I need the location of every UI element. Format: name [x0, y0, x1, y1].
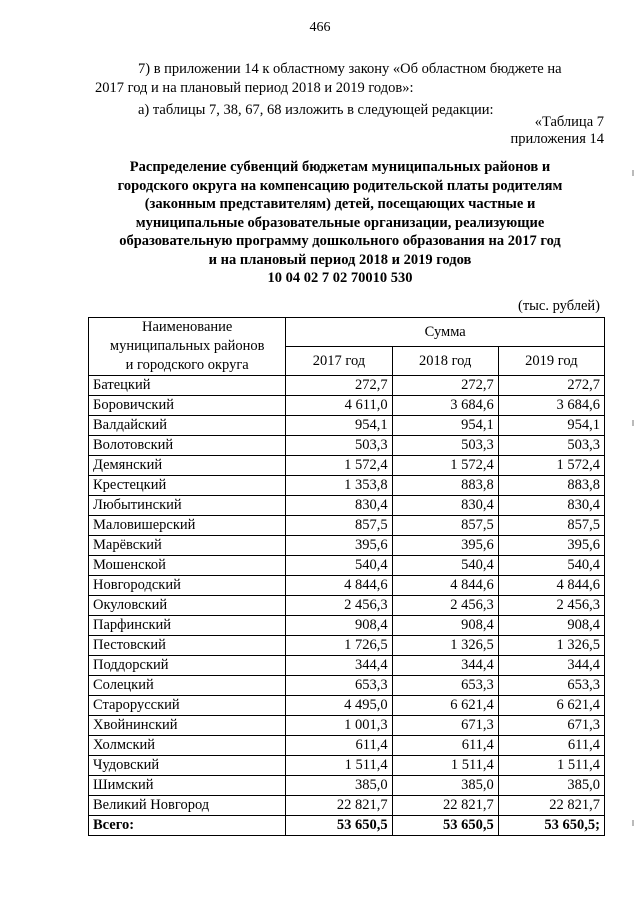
amount-2019: 2 456,3 — [498, 596, 604, 616]
intro-line-3: а) таблицы 7, 38, 67, 68 изложить в следующей редакции: — [138, 102, 494, 118]
title-line: и на плановый период 2018 и 2019 годов — [208, 251, 472, 268]
amount-2019: 53 650,5; — [498, 816, 604, 836]
amount-2017: 1 572,4 — [286, 456, 392, 476]
amount-2018: 3 684,6 — [392, 396, 498, 416]
column-header-line: муниципальных районов — [109, 338, 265, 354]
units-label: (тыс. рублей) — [518, 298, 600, 314]
table-row — [89, 716, 605, 736]
margin-mark — [632, 170, 634, 176]
district-name: Волотовский — [89, 436, 286, 456]
district-name: Солецкий — [89, 676, 286, 696]
amount-2017: 2 456,3 — [286, 596, 392, 616]
district-name: Батецкий — [89, 376, 286, 396]
district-name: Парфинский — [89, 616, 286, 636]
amount-2018: 395,6 — [392, 536, 498, 556]
total-row — [89, 816, 605, 836]
table-row — [89, 776, 605, 796]
amount-2019: 611,4 — [498, 736, 604, 756]
table-row — [89, 596, 605, 616]
amount-2018: 883,8 — [392, 476, 498, 496]
amount-2019: 954,1 — [498, 416, 604, 436]
amount-2018: 6 621,4 — [392, 696, 498, 716]
amount-2018: 1 572,4 — [392, 456, 498, 476]
intro-line-2: 2017 год и на плановый период 2018 и 2019 годов»: — [95, 80, 414, 96]
amount-2019: 4 844,6 — [498, 576, 604, 596]
amount-2017: 1 353,8 — [286, 476, 392, 496]
title-line: образовательную программу дошкольного образования на 2017 год — [119, 233, 561, 249]
amount-2017: 611,4 — [286, 736, 392, 756]
district-name: Чудовский — [89, 756, 286, 776]
title-line: (законным представителям) детей, посещающих частные и — [144, 196, 536, 212]
amount-2017: 1 726,5 — [286, 636, 392, 656]
table-body — [89, 376, 605, 836]
column-header-line: и городского округа — [125, 357, 249, 373]
district-name: Марёвский — [89, 536, 286, 556]
title-line: городского округа на компенсацию родительской платы родителям — [117, 177, 563, 194]
amount-2017: 22 821,7 — [286, 796, 392, 816]
table-reference-line: приложения 14 — [510, 131, 604, 147]
amount-2017: 1 511,4 — [286, 756, 392, 776]
district-name: Пестовский — [89, 636, 286, 656]
document-title — [60, 158, 620, 288]
table-row — [89, 456, 605, 476]
column-header-sum: Сумма — [286, 318, 605, 347]
column-header-2018: 2018 год — [392, 347, 498, 376]
amount-2018: 2 456,3 — [392, 596, 498, 616]
amount-2017: 4 611,0 — [286, 396, 392, 416]
amount-2017: 954,1 — [286, 416, 392, 436]
table-row — [89, 536, 605, 556]
table-row — [89, 676, 605, 696]
column-header-2019: 2019 год — [498, 347, 604, 376]
table-reference — [511, 114, 604, 148]
table-row — [89, 476, 605, 496]
district-name: Демянский — [89, 456, 286, 476]
amount-2019: 6 621,4 — [498, 696, 604, 716]
amount-2017: 540,4 — [286, 556, 392, 576]
district-name: Шимский — [89, 776, 286, 796]
amount-2017: 653,3 — [286, 676, 392, 696]
amount-2019: 1 511,4 — [498, 756, 604, 776]
table-row — [89, 656, 605, 676]
district-name: Маловишерский — [89, 516, 286, 536]
table-row — [89, 636, 605, 656]
amount-2019: 671,3 — [498, 716, 604, 736]
amount-2018: 22 821,7 — [392, 796, 498, 816]
amount-2017: 385,0 — [286, 776, 392, 796]
amount-2019: 857,5 — [498, 516, 604, 536]
amount-2019: 344,4 — [498, 656, 604, 676]
amount-2018: 540,4 — [392, 556, 498, 576]
amount-2019: 395,6 — [498, 536, 604, 556]
table-row — [89, 496, 605, 516]
amount-2019: 503,3 — [498, 436, 604, 456]
district-name: Мошенской — [89, 556, 286, 576]
title-line: муниципальные образовательные организации, реализующие — [135, 214, 545, 231]
amount-2017: 344,4 — [286, 656, 392, 676]
amount-2017: 503,3 — [286, 436, 392, 456]
district-name: Окуловский — [89, 596, 286, 616]
amount-2019: 883,8 — [498, 476, 604, 496]
district-name: Поддорский — [89, 656, 286, 676]
amount-2019: 653,3 — [498, 676, 604, 696]
table-row — [89, 436, 605, 456]
amount-2019: 385,0 — [498, 776, 604, 796]
table-row — [89, 396, 605, 416]
subsidy-table — [88, 317, 605, 836]
title-line: Распределение субвенций бюджетам муниципальных районов и — [129, 159, 551, 175]
amount-2018: 830,4 — [392, 496, 498, 516]
amount-2018: 611,4 — [392, 736, 498, 756]
intro-line-1: 7) в приложении 14 к областному закону «Об областном бюджете на — [138, 61, 562, 77]
margin-mark — [632, 820, 634, 826]
amount-2019: 3 684,6 — [498, 396, 604, 416]
amount-2018: 1 326,5 — [392, 636, 498, 656]
amount-2019: 1 326,5 — [498, 636, 604, 656]
column-header-2017: 2017 год — [286, 347, 392, 376]
table-row — [89, 756, 605, 776]
amount-2018: 344,4 — [392, 656, 498, 676]
table-row — [89, 696, 605, 716]
amount-2018: 857,5 — [392, 516, 498, 536]
table-row — [89, 516, 605, 536]
district-name: Боровичский — [89, 396, 286, 416]
total-label: Всего: — [89, 816, 286, 836]
amount-2018: 272,7 — [392, 376, 498, 396]
amount-2017: 908,4 — [286, 616, 392, 636]
amount-2018: 653,3 — [392, 676, 498, 696]
table-row — [89, 416, 605, 436]
amount-2019: 830,4 — [498, 496, 604, 516]
page-number: 466 — [309, 20, 331, 35]
amount-2019: 1 572,4 — [498, 456, 604, 476]
table-row — [89, 576, 605, 596]
amount-2017: 53 650,5 — [286, 816, 392, 836]
district-name: Великий Новгород — [89, 796, 286, 816]
district-name: Хвойнинский — [89, 716, 286, 736]
amount-2017: 1 001,3 — [286, 716, 392, 736]
amount-2017: 830,4 — [286, 496, 392, 516]
table-reference-line: «Таблица 7 — [534, 114, 604, 130]
district-name: Валдайский — [89, 416, 286, 436]
district-name: Старорусский — [89, 696, 286, 716]
table-row — [89, 376, 605, 396]
amount-2018: 954,1 — [392, 416, 498, 436]
amount-2018: 53 650,5 — [392, 816, 498, 836]
table-row — [89, 616, 605, 636]
margin-mark — [632, 420, 634, 426]
table-row — [89, 556, 605, 576]
budget-code: 10 04 02 7 02 70010 530 — [267, 270, 413, 286]
district-name: Крестецкий — [89, 476, 286, 496]
amount-2019: 540,4 — [498, 556, 604, 576]
column-header-name — [89, 318, 286, 376]
amount-2017: 4 844,6 — [286, 576, 392, 596]
table-row — [89, 796, 605, 816]
amount-2018: 503,3 — [392, 436, 498, 456]
table-row — [89, 736, 605, 756]
district-name: Любытинский — [89, 496, 286, 516]
amount-2018: 4 844,6 — [392, 576, 498, 596]
amount-2018: 908,4 — [392, 616, 498, 636]
amount-2017: 395,6 — [286, 536, 392, 556]
amount-2018: 671,3 — [392, 716, 498, 736]
amount-2017: 857,5 — [286, 516, 392, 536]
district-name: Новгородский — [89, 576, 286, 596]
amount-2017: 4 495,0 — [286, 696, 392, 716]
amount-2019: 272,7 — [498, 376, 604, 396]
column-header-line: Наименование — [142, 319, 233, 335]
amount-2017: 272,7 — [286, 376, 392, 396]
district-name: Холмский — [89, 736, 286, 756]
amount-2018: 385,0 — [392, 776, 498, 796]
amount-2018: 1 511,4 — [392, 756, 498, 776]
amount-2019: 22 821,7 — [498, 796, 604, 816]
amount-2019: 908,4 — [498, 616, 604, 636]
